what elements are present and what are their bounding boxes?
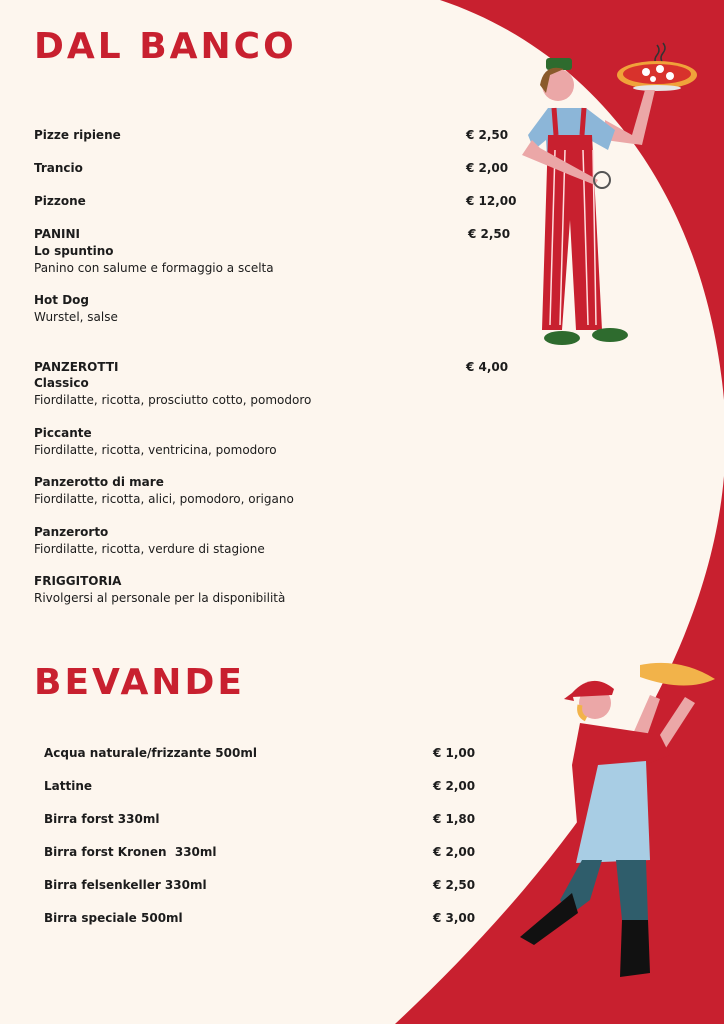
drink-price: € 2,00 — [433, 845, 476, 859]
drink-name: Birra forst 330ml — [44, 812, 160, 826]
friggitoria-description: Rivolgersi al personale per la disponibilità — [34, 591, 286, 605]
drink-name: Birra forst Kronen 330ml — [44, 845, 217, 859]
panzerotti-price: € 4,00 — [466, 360, 509, 374]
chef-tossing-dough-illustration — [510, 655, 720, 985]
drink-price: € 2,50 — [433, 878, 476, 892]
menu-item-name: Trancio — [34, 161, 83, 175]
panino-name: Lo spuntino — [34, 244, 114, 258]
chef-with-pizza-illustration — [510, 40, 710, 350]
panino-description: Wurstel, salse — [34, 310, 118, 324]
panino-description: Panino con salume e formaggio a scelta — [34, 261, 274, 275]
panzerotti-category: PANZEROTTI — [34, 360, 119, 374]
panzerotto-description: Fiordilatte, ricotta, alici, pomodoro, origano — [34, 492, 294, 506]
drink-name: Lattine — [44, 779, 93, 793]
drink-name: Birra speciale 500ml — [44, 911, 183, 925]
drink-price: € 1,80 — [433, 812, 476, 826]
panini-price: € 2,50 — [468, 227, 511, 241]
panino-name: Hot Dog — [34, 293, 89, 307]
menu-item-price: € 12,00 — [466, 194, 517, 208]
panzerotto-name: Panzerorto — [34, 525, 109, 539]
menu-item-price: € 2,00 — [466, 161, 509, 175]
drink-name: Birra felsenkeller 330ml — [44, 878, 207, 892]
panzerotto-description: Fiordilatte, ricotta, prosciutto cotto, pomodoro — [34, 393, 312, 407]
drink-price: € 2,00 — [433, 779, 476, 793]
bevande-heading: BEVANDE — [34, 662, 245, 703]
panzerotto-description: Fiordilatte, ricotta, verdure di stagione — [34, 542, 265, 556]
drink-price: € 3,00 — [433, 911, 476, 925]
menu-item-name: Pizze ripiene — [34, 128, 121, 142]
menu-item-name: Pizzone — [34, 194, 86, 208]
panzerotto-name: Classico — [34, 376, 89, 390]
drink-name: Acqua naturale/frizzante 500ml — [44, 746, 257, 760]
panzerotto-description: Fiordilatte, ricotta, ventricina, pomodoro — [34, 443, 277, 457]
drink-price: € 1,00 — [433, 746, 476, 760]
menu-item-price: € 2,50 — [466, 128, 509, 142]
friggitoria-category: FRIGGITORIA — [34, 574, 122, 588]
panini-category: PANINI — [34, 227, 80, 241]
dal-banco-heading: DAL BANCO — [34, 26, 297, 67]
panzerotto-name: Panzerotto di mare — [34, 475, 164, 489]
panzerotto-name: Piccante — [34, 426, 92, 440]
